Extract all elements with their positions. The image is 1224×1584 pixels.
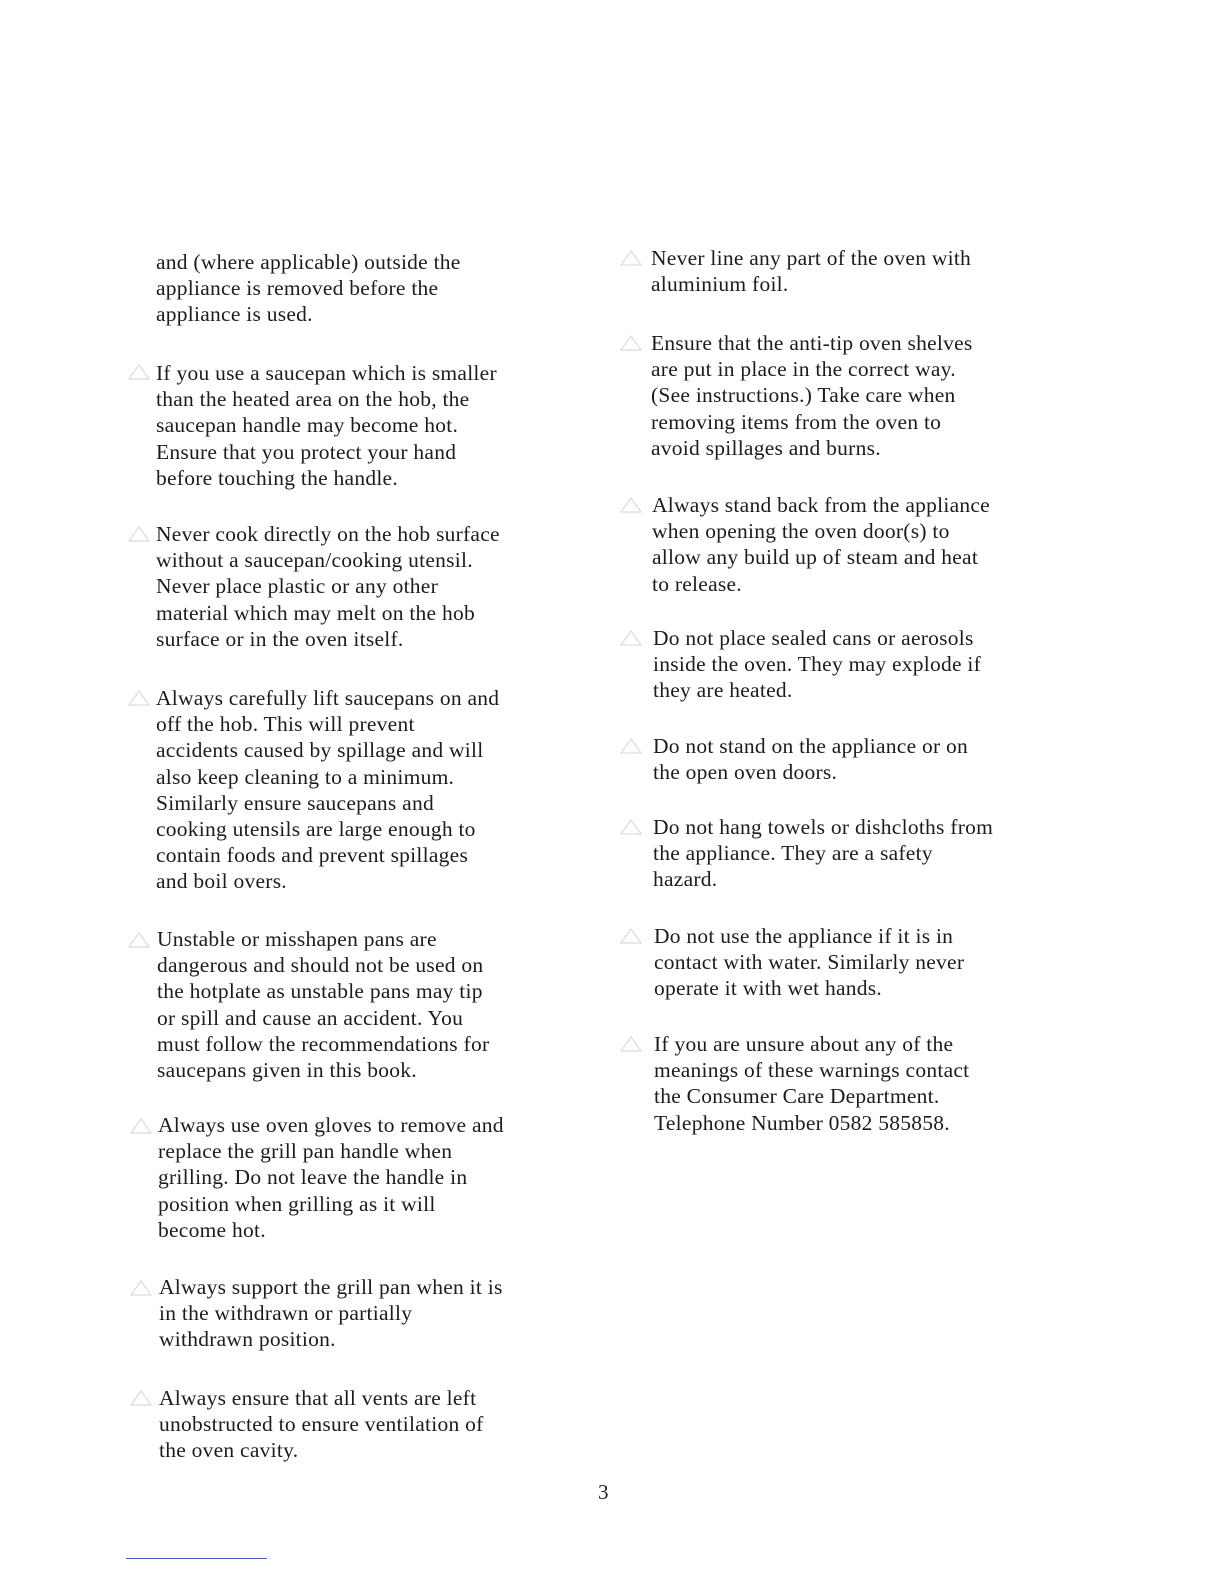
- warning-item-grill-pan: Always support the grill pan when it is in the withdrawn or partially withdrawn position.: [159, 1275, 503, 1352]
- warning-item-hob-surface: Never cook directly on the hob surface without a saucepan/cooking utensil. Never place plastic or any other material which may melt on the hob surface or in the oven itself.: [156, 522, 500, 651]
- warning-triangle-icon: [128, 932, 150, 948]
- warning-triangle-icon: [620, 1036, 642, 1052]
- warning-triangle-icon: [128, 364, 150, 380]
- warning-triangle-icon: [620, 335, 642, 351]
- warning-item-consumer-care: If you are unsure about any of the meanings of these warnings contact the Consumer Care Department. Telephone Number 0582 585858.: [654, 1032, 970, 1135]
- warning-triangle-icon: [620, 497, 642, 513]
- continuation-paragraph: and (where applicable) outside the appliance is removed before the appliance is used.: [156, 250, 461, 327]
- warning-item-small-saucepan: If you use a saucepan which is smaller than the heated area on the hob, the saucepan handle may become hot. Ensure that you protect your hand before touching the handle.: [156, 361, 497, 490]
- warning-triangle-icon: [130, 1280, 152, 1296]
- warning-item-aluminium-foil: Never line any part of the oven with aluminium foil.: [651, 246, 972, 297]
- warning-triangle-icon: [620, 738, 642, 754]
- page-number: 3: [598, 1480, 609, 1504]
- warning-item-towels: Do not hang towels or dishcloths from the appliance. They are a safety hazard.: [653, 815, 994, 892]
- footnote-rule: [126, 1558, 267, 1559]
- warning-triangle-icon: [620, 250, 642, 266]
- warning-triangle-icon: [620, 630, 642, 646]
- warning-item-sealed-cans: Do not place sealed cans or aerosols inside the oven. They may explode if they are heated.: [653, 626, 982, 703]
- warning-triangle-icon: [620, 819, 642, 835]
- warning-item-do-not-stand: Do not stand on the appliance or on the open oven doors.: [653, 734, 969, 785]
- warning-triangle-icon: [128, 526, 150, 542]
- warning-item-oven-gloves: Always use oven gloves to remove and replace the grill pan handle when grilling. Do not leave the handle in position when grilling as it will become hot.: [158, 1113, 504, 1242]
- warning-item-stand-back: Always stand back from the appliance when opening the oven door(s) to allow any build up of steam and heat to release.: [652, 493, 990, 596]
- warning-item-lift-saucepans: Always carefully lift saucepans on and off the hob. This will prevent accidents caused by spillage and will also keep cleaning to a minimum. Similarly ensure saucepans and cooking utensils are large enough to contain foods and prevent spillages and boil overs.: [156, 686, 500, 894]
- warning-item-unstable-pans: Unstable or misshapen pans are dangerous and should not be used on the hotplate as unstable pans may tip or spill and cause an accident. You must follow the recommendations for saucepans given in this book.: [157, 927, 490, 1083]
- warning-triangle-icon: [620, 928, 642, 944]
- warning-triangle-icon: [130, 1390, 152, 1406]
- warning-item-water-contact: Do not use the appliance if it is in contact with water. Similarly never operate it with wet hands.: [654, 924, 965, 1001]
- warning-triangle-icon: [128, 690, 150, 706]
- warning-triangle-icon: [130, 1118, 152, 1134]
- warning-item-anti-tip-shelves: Ensure that the anti-tip oven shelves are put in place in the correct way. (See instructions.) Take care when removing items from the oven to avoid spillages and burns.: [651, 331, 973, 460]
- warning-item-vents: Always ensure that all vents are left unobstructed to ensure ventilation of the oven cavity.: [159, 1386, 484, 1463]
